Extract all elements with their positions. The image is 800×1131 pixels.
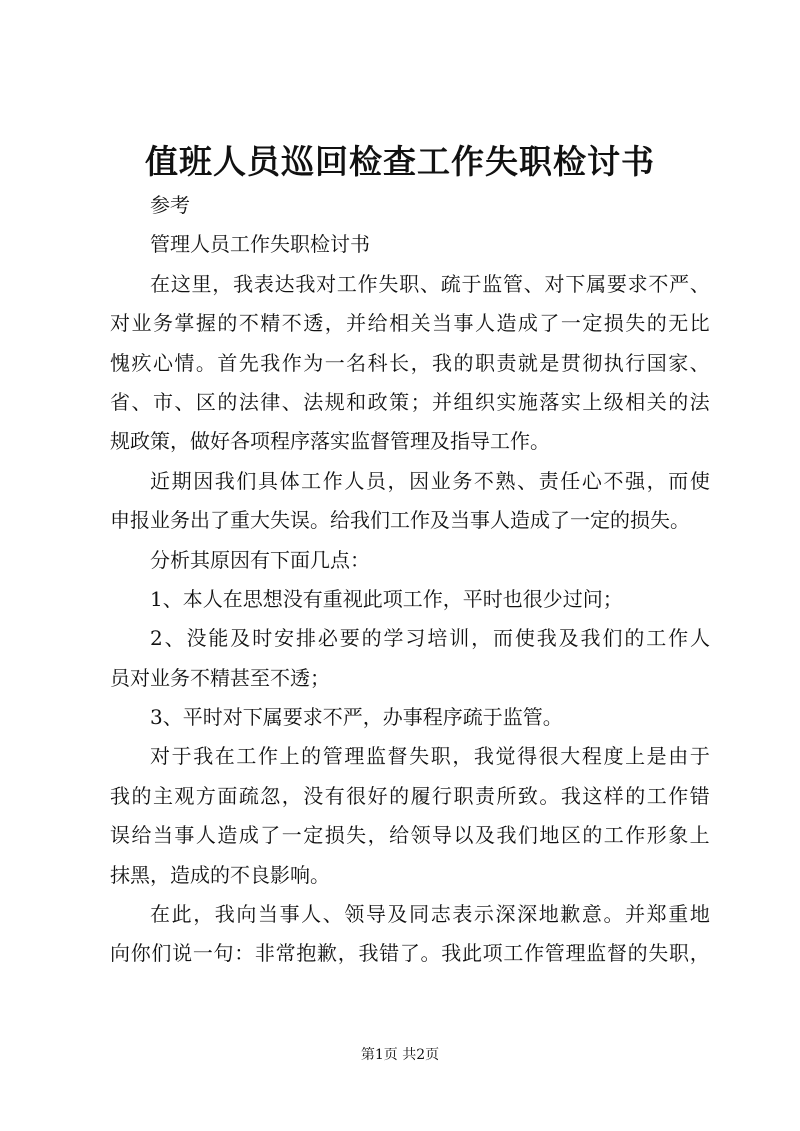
body-line: 3、平时对下属要求不严，办事程序疏于监管。 [150, 705, 563, 730]
body-line: 抹黑，造成的不良影响。 [110, 862, 330, 887]
body-line: 向 你 们 说 一 句 ： 非 常 抱 歉 ， 我 错 了 。 我 此 项 工 作 管 理 监 督 的 失 职 ， [110, 941, 710, 966]
body-line: 对 业 务 掌 握 的 不 精 不 透 ， 并 给 相 关 当 事 人 造 成 了 一 定 损 失 的 无 比 [110, 311, 710, 336]
body-line: 1、本人在思想没有重视此项工作，平时也很少过问； [150, 586, 623, 611]
body-line: 我 的 主 观 方 面 疏 忽 ， 没 有 很 好 的 履 行 职 责 所 致 。 我 这 样 的 工 作 错 [110, 783, 710, 808]
body-line: 在 此 ， 我 向 当 事 人 、 领 导 及 同 志 表 示 深 深 地 歉 意 。 并 郑 重 地 [150, 902, 710, 927]
document-body [110, 186, 710, 974]
page-footer: 第1页 共2页 [360, 1047, 440, 1063]
body-line: 在 这 里 ， 我 表 达 我 对 工 作 失 职 、 疏 于 监 管 、 对 下 属 要 求 不 严 、 [150, 271, 710, 296]
body-line: 规政策，做好各项程序落实监督管理及指导工作。 [110, 429, 550, 454]
body-line: 愧 疚 心 情 。 首 先 我 作 为 一 名 科 长 ， 我 的 职 责 就 是 贯 彻 执 行 国 家 、 [110, 350, 710, 375]
body-line: 分析其原因有下面几点： [150, 547, 370, 572]
body-line: 申报业务出了重大失误。给我们工作及当事人造成了一定的损失。 [110, 508, 690, 533]
body-line: 参考 [150, 193, 190, 217]
document-title: 值班人员巡回检查工作失职检讨书 [145, 142, 655, 181]
body-line: 对 于 我 在 工 作 上 的 管 理 监 督 失 职 ， 我 觉 得 很 大 程 度 上 是 由 于 [150, 744, 710, 769]
body-line: 2 、 没 能 及 时 安 排 必 要 的 学 习 培 训 ， 而 使 我 及 我 们 的 工 作 人 [150, 626, 710, 651]
body-line: 管理人员工作失职检讨书 [150, 232, 370, 257]
body-line: 省 、 市 、 区 的 法 律 、 法 规 和 政 策 ； 并 组 织 实 施 落 实 上 级 相 关 的 法 [110, 389, 710, 414]
body-line: 近 期 因 我 们 具 体 工 作 人 员 ， 因 业 务 不 熟 、 责 任 心 不 强 ， 而 使 [150, 468, 710, 493]
body-line: 员对业务不精甚至不透； [110, 665, 330, 690]
body-line: 误 给 当 事 人 造 成 了 一 定 损 失 ， 给 领 导 以 及 我 们 地 区 的 工 作 形 象 上 [110, 823, 710, 848]
